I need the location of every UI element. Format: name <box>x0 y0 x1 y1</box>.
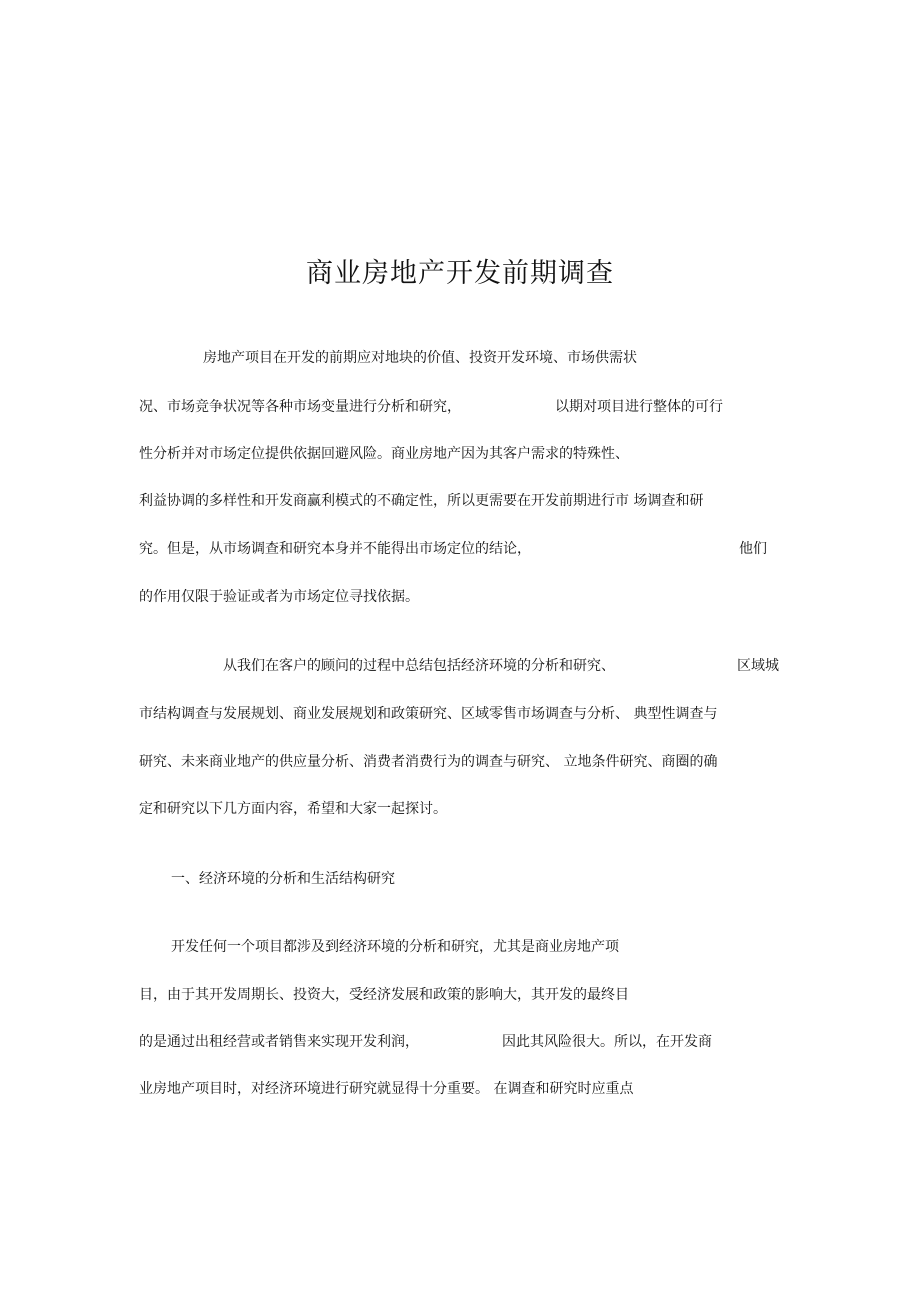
text-line: 目，由于其开发周期长、投资大，受经济发展和政策的影响大，其开发的最终目 <box>139 987 629 1003</box>
text-line: 区域城 <box>737 658 779 674</box>
section-heading: 一、经济环境的分析和生活结构研究 <box>171 871 395 887</box>
text-line: 开发任何一个项目都涉及到经济环境的分析和研究，尤其是商业房地产项 <box>171 939 619 955</box>
text-line: 从我们在客户的顾问的过程中总结包括经济环境的分析和研究、 <box>223 658 615 674</box>
text-line: 房地产项目在开发的前期应对地块的价值、投资开发环境、市场供需状 <box>203 350 637 366</box>
text-line: 况、市场竞争状况等各种市场变量进行分析和研究， <box>139 399 461 415</box>
text-line: 的是通过出租经营或者销售来实现开发利润， <box>139 1034 419 1050</box>
text-line: 究。但是，从市场调查和研究本身并不能得出市场定位的结论， <box>139 541 531 557</box>
text-line: 因此其风险很大。所以，在开发商 <box>502 1034 712 1050</box>
text-line: 研究、未来商业地产的供应量分析、消费者消费行为的调查与研究、 立地条件研究、商圈的确 <box>139 754 718 770</box>
text-line: 利益协调的多样性和开发商赢利模式的不确定性，所以更需要在开发前期进行市 场调查和研 <box>139 493 704 509</box>
text-line: 性分析并对市场定位提供依据回避风险。商业房地产因为其客户需求的特殊性、 <box>139 446 629 462</box>
text-line: 的作用仅限于验证或者为市场定位寻找依据。 <box>139 589 419 605</box>
text-line: 市结构调查与发展规划、商业发展规划和政策研究、区域零售市场调查与分析、 典型性调查与 <box>139 706 718 722</box>
document-title: 商业房地产开发前期调查 <box>306 258 614 289</box>
text-line: 定和研究以下几方面内容，希望和大家一起探讨。 <box>139 801 447 817</box>
text-line: 以期对项目进行整体的可行 <box>555 399 723 415</box>
text-line: 他们 <box>739 541 767 557</box>
text-line: 业房地产项目时，对经济环境进行研究就显得十分重要。 在调查和研究时应重点 <box>139 1081 634 1097</box>
